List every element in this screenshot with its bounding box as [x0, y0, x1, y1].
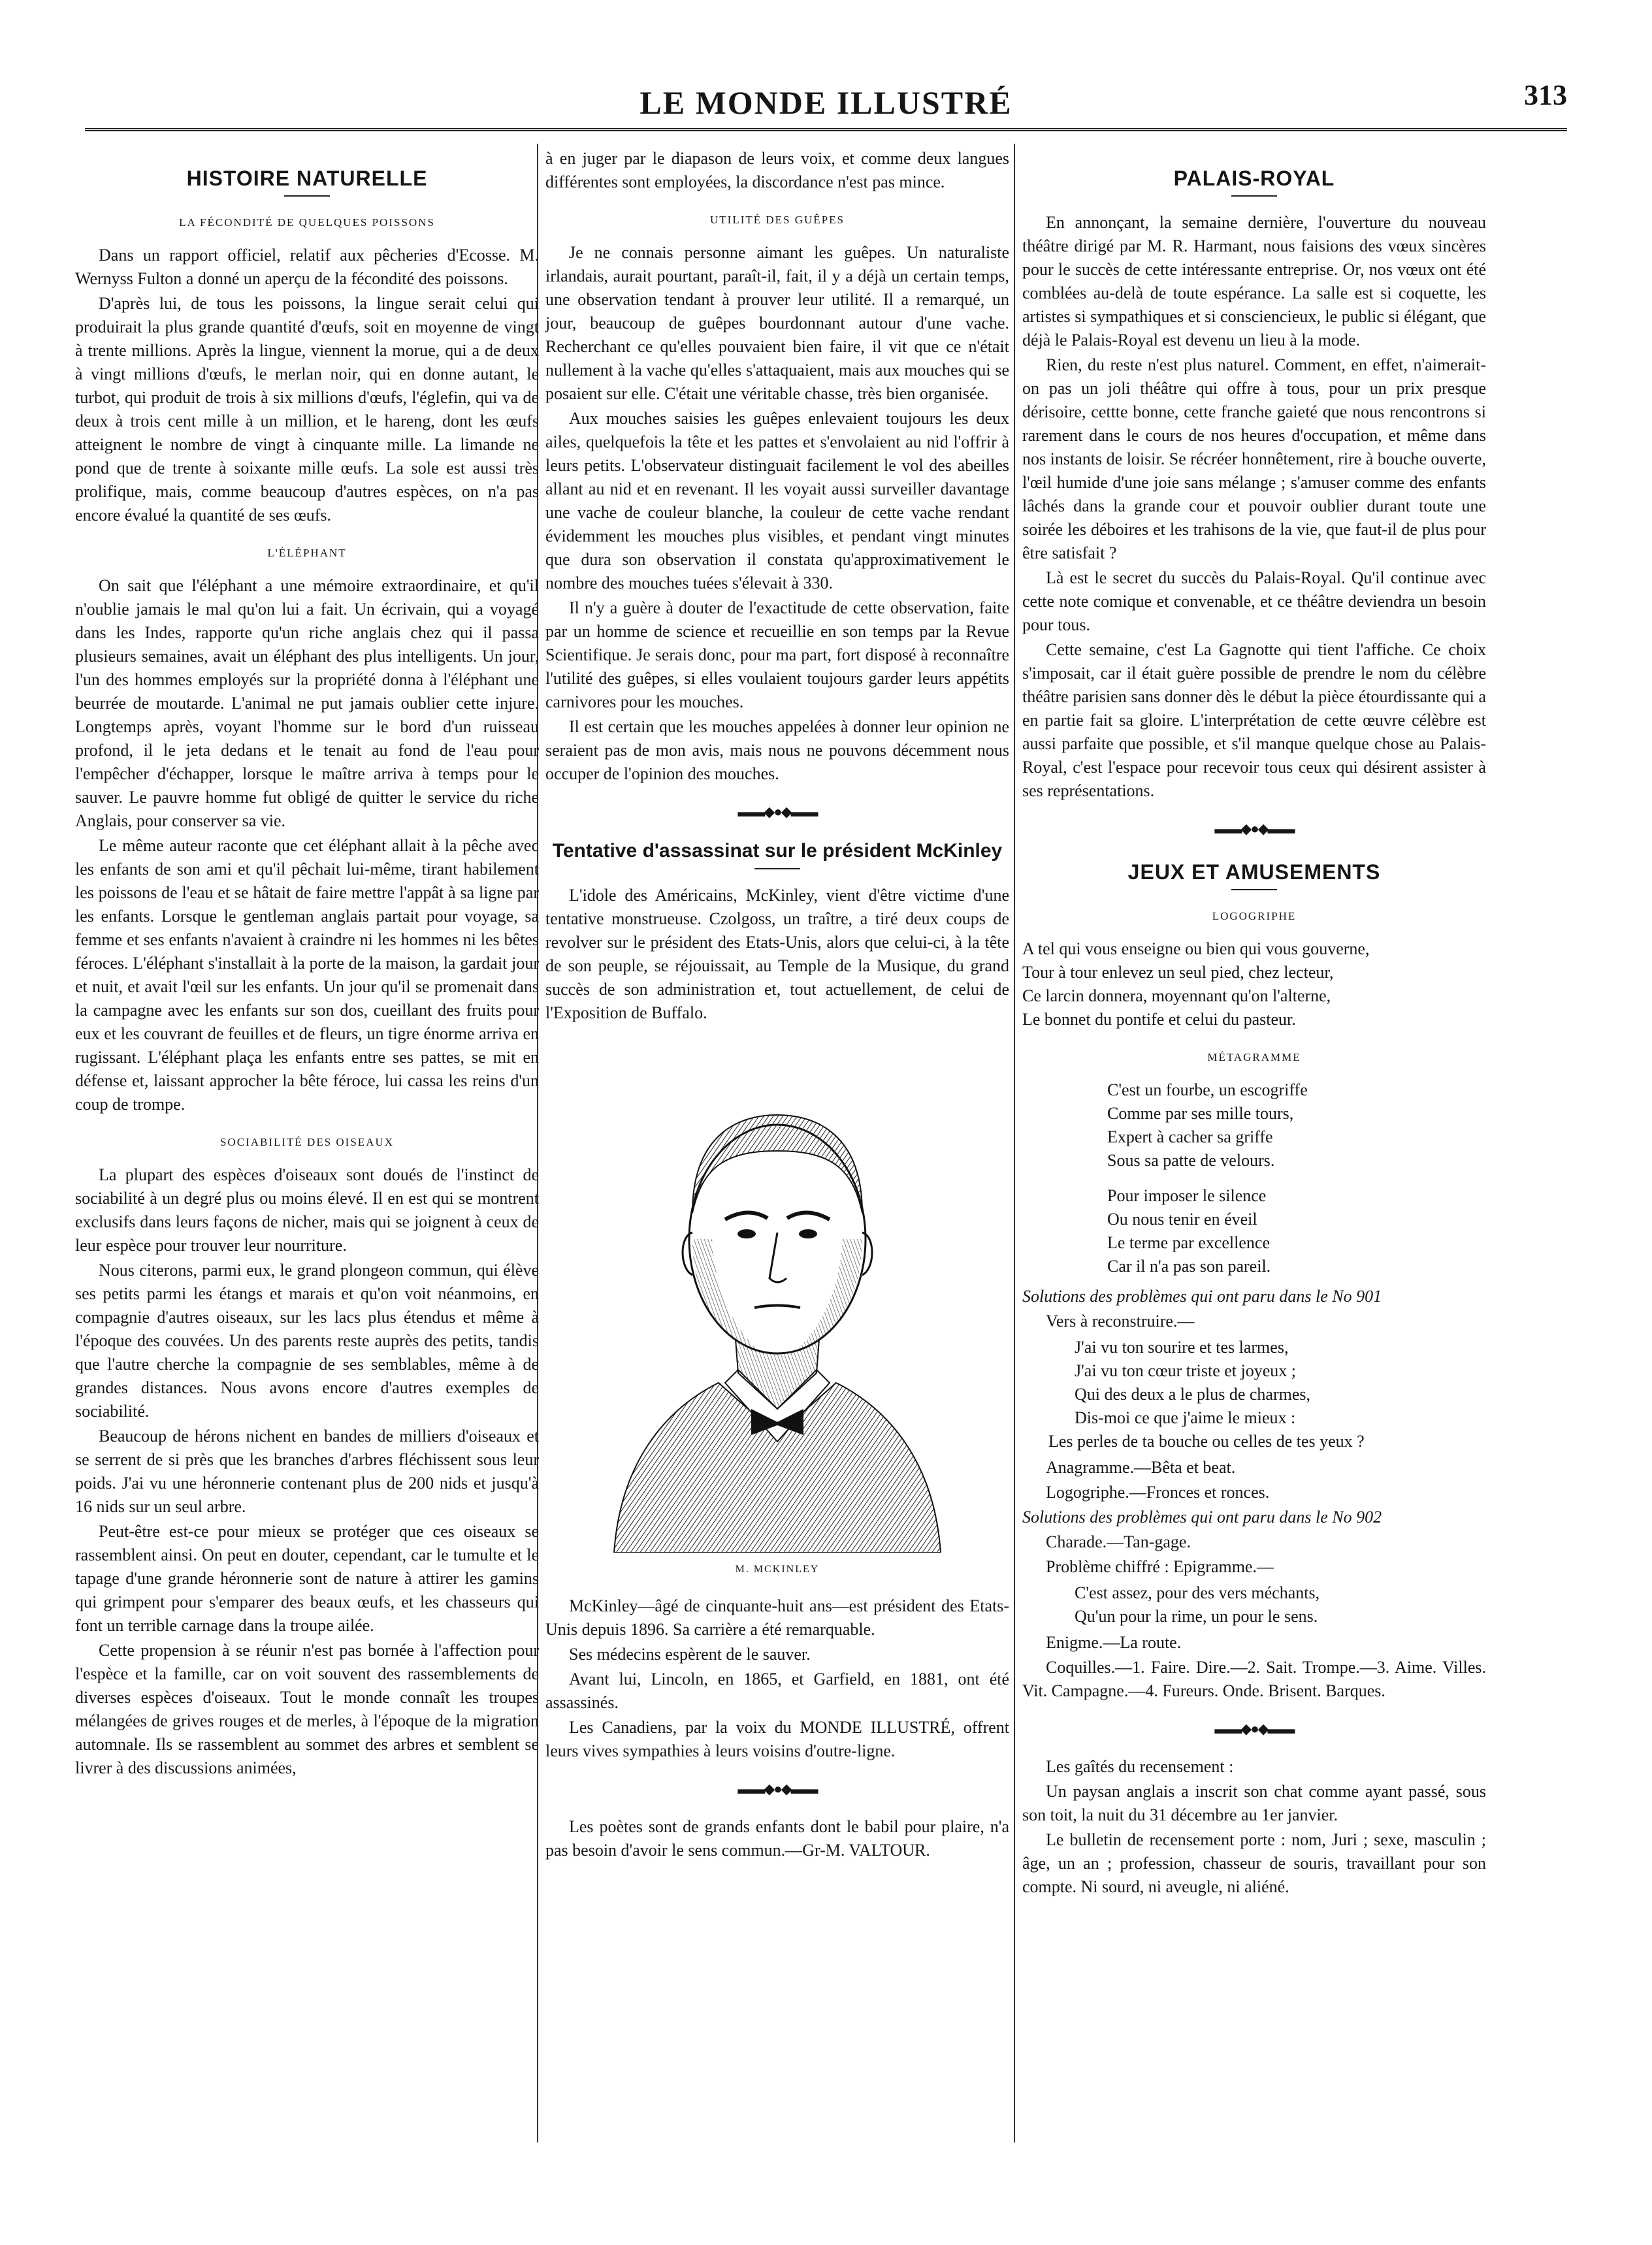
paragraph: Le bulletin de recensement porte : nom, Juri ; sexe, masculin ; âge, un an ; profession, chasseur de souris, travaillant pour son compte. Ni sourd, ni aveugle, ni aliéné. — [1022, 1830, 1486, 1896]
masthead-rule — [85, 128, 1567, 138]
logogriphe-verse — [1022, 937, 1486, 1031]
verse-line: C'est assez, pour des vers méchants, — [1075, 1583, 1320, 1602]
column-3 — [1022, 147, 1486, 1899]
paragraph: Enigme.—La route. — [1046, 1633, 1182, 1652]
verse-line: Dis-moi ce que j'aime le mieux : — [1075, 1408, 1296, 1427]
verse-line: Le terme par excellence — [1107, 1233, 1270, 1252]
verse-line: Ou nous tenir en éveil — [1107, 1210, 1257, 1229]
paragraph: Logogriphe.—Fronces et ronces. — [1046, 1483, 1270, 1502]
subheading: MÉTAGRAMME — [1207, 1051, 1301, 1063]
heading-rule — [754, 868, 800, 869]
paragraph: Rien, du reste n'est plus naturel. Comment, en effet, n'aimerait-on pas un joli théâtre qui offre à tous, pour un prix presque dérisoire, cettte bonne, cette franche gaieté que nous rencontrons si rarement dans le cours de nos heures d'occupation, et même dans nos instants de loisir. Se récréer honnêtement, rire à bouche ouverte, l'œil humide d'une joie sans mélange ; s'amuser comme des enfants lâchés dans la grande cour et pouvoir oublier durant toute une soirée les déboires et les trahisons de la vie, que faut-il de plus pour être satisfait ? — [1022, 355, 1486, 562]
paragraph: Peut-être est-ce pour mieux se protéger que ces oiseaux se rassemblent ainsi. On peut en douter, cependant, car le tumulte et le tapage d'une grande héronnerie sont de nature à attirer les gamins qui grimpent pour s'emparer des beaux œufs, et les chasseurs qui font un terrible carnage dans la troupe ailée. — [75, 1522, 539, 1635]
paragraph: Vers à reconstruire.— — [1046, 1312, 1195, 1331]
section-heading: PALAIS-ROYAL — [1173, 167, 1335, 190]
paragraph: à en juger par le diapason de leurs voix, et comme deux langues différentes sont employées, la discordance n'est pas mince. — [545, 149, 1009, 191]
paragraph: Anagramme.—Bêta et beat. — [1046, 1458, 1236, 1477]
mckinley-portrait — [594, 1043, 960, 1553]
section-heading: HISTOIRE NATURELLE — [186, 167, 428, 190]
paragraph: Les Canadiens, par la voix du MONDE ILLUSTRÉ, offrent leurs vives sympathies à leurs voisins d'outre-ligne. — [545, 1718, 1009, 1760]
paragraph: Je ne connais personne aimant les guêpes. Un naturaliste irlandais, aurait pourtant, paraît-il, fait, il y a déjà un certain temps, une observation tendant à prouver leur utilité. Il a remarqué, un jour, beaucoup de guêpes bourdonnant autour d'une vache. Recherchant ce qu'elles pouvaient bien faire, il vit que ce n'était nullement à la vache qu'elles s'attaquaient, mais aux mouches qui se posaient sur elle. C'était une véritable chasse, très bien organisée. — [545, 243, 1009, 403]
verse-line: J'ai vu ton sourire et tes larmes, — [1075, 1338, 1289, 1357]
paragraph: Beaucoup de hérons nichent en bandes de milliers d'oiseaux et se serrent de si près que les branches d'arbres fléchissent sous leur poids. J'ai vu une héronnerie contenant plus de 200 nids et jusqu'à 16 nids sur un seul arbre. — [75, 1427, 539, 1516]
column-2 — [545, 147, 1009, 1862]
paragraph: Cette semaine, c'est La Gagnotte qui tient l'affiche. Ce choix s'imposait, car il était guère possible de prendre le nom du célèbre théâtre parisien sans donner dès le début la pièce étourdissante qui a en partie fait sa gloire. L'interprétation de cette œuvre célèbre est aussi parfaite que possible, et s'il manque quelque chose au Palais-Royal, c'est l'espace pour recevoir tous ceux qui désirent assister à ses représentations. — [1022, 640, 1486, 800]
paragraph: Aux mouches saisies les guêpes enlevaient toujours les deux ailes, quelquefois la tête et les pattes et s'envolaient au nid l'offrir à leurs petits. L'observateur distinguait facilement le vol des abeilles allant au nid et en revenant. Il les voyait aussi surveiller davantage une vache de couleur blanche, la couleur de cette vache rendant évidemment les mouches plus visibles, et pendant vingt minutes que dura son observation il constata qu'approximativement le nombre des mouches tuées s'élevait à 330. — [545, 409, 1009, 592]
subheading: L'ÉLÉPHANT — [267, 547, 347, 559]
paragraph: Les gaîtés du recensement : — [1046, 1757, 1234, 1776]
masthead — [85, 78, 1567, 131]
section-heading: JEUX ET AMUSEMENTS — [1127, 860, 1381, 884]
paragraph: Ses médecins espèrent de le sauver. — [569, 1645, 811, 1664]
paragraph: Dans un rapport officiel, relatif aux pêcheries d'Ecosse. M. Wernyss Fulton a donné un aperçu de la fécondité des poissons. — [75, 246, 539, 288]
ornament-divider: ▬▬◆●◆▬▬ — [737, 1781, 817, 1797]
ornament-divider: ▬▬◆●◆▬▬ — [1214, 1720, 1294, 1737]
verse-line: Expert à cacher sa griffe — [1107, 1127, 1273, 1146]
verse-line: A tel qui vous enseigne ou bien qui vous gouverne, — [1022, 939, 1370, 958]
paragraph: Charade.—Tan-gage. — [1046, 1532, 1191, 1551]
verse-line: Ce larcin donnera, moyennant qu'on l'alterne, — [1022, 986, 1331, 1005]
paragraph: Les poètes sont de grands enfants dont le babil pour plaire, n'a pas besoin d'avoir le sens commun.—Gr-M. VALTOUR. — [545, 1817, 1009, 1860]
paragraph: La plupart des espèces d'oiseaux sont doués de l'instinct de sociabilité à un degré plus ou moins élevé. Il en est qui se montrent exclusifs dans leurs façons de nicher, mais qui se joignent à ceux de leur espèce pour trouver leur nourriture. — [75, 1165, 539, 1255]
paragraph: Un paysan anglais a inscrit son chat comme ayant passé, sous son toit, la nuit du 31 décembre au 1er janvier. — [1022, 1782, 1486, 1824]
verse-line: Sous sa patte de velours. — [1107, 1151, 1275, 1170]
ornament-divider: ▬▬◆●◆▬▬ — [737, 803, 817, 820]
paragraph: D'après lui, de tous les poissons, la lingue serait celui qui produirait la plus grande quantité d'œufs, soit en moyenne de vingt à trente millions. Après la lingue, viennent la morue, qui a de deux à vingt millions d'œufs, le merlan noir, qui en donne autant, le turbot, qui produit de trois à six millions d'œufs, l'églefin, qui va de deux à trois cent mille à un million, et le hareng, dont les œufs atteignent le nombre de vingt à cinquante mille. La limande ne pond que de trente à soixante mille œufs. La sole est aussi très prolifique, mais, comme beaucoup d'autres espèces, on n'a pas encore évalué la quantité de ses œufs. — [75, 294, 539, 525]
column-divider — [1014, 144, 1015, 2142]
verse-line: C'est un fourbe, un escogriffe — [1107, 1080, 1308, 1099]
paragraph: On sait que l'éléphant a une mémoire extraordinaire, et qu'il n'oublie jamais le mal qu'on lui a fait. Un écrivain, qui a voyagé dans les Indes, rapporte qu'un riche anglais chez qui il passa plusieurs semaines, avait un éléphant des plus intelligents. Un jour, l'un des hommes employés sur la propriété donna à l'éléphant une beurrée de moutarde. L'animal ne put jamais oublier cette injure. Longtemps après, voyant l'homme sur le bord d'un ruisseau profond, il le jeta dedans et le tenait au fond de l'eau pour l'empêcher d'échapper, lorsque le maître arriva à temps pour le sauver. Le pauvre homme fut obligé de quitter le service du riche Anglais, pour conserver sa vie. — [75, 576, 539, 830]
verse-line: Tour à tour enlevez un seul pied, chez lecteur, — [1022, 963, 1334, 982]
subheading: LA FÉCONDITÉ DE QUELQUES POISSONS — [179, 216, 435, 229]
paragraph: Avant lui, Lincoln, en 1865, et Garfield, en 1881, ont été assassinés. — [545, 1670, 1009, 1712]
article-heading: Tentative d'assassinat sur le président McKinley — [552, 840, 1003, 862]
paragraph: Problème chiffré : Epigramme.— — [1046, 1557, 1274, 1576]
heading-rule — [1231, 889, 1277, 890]
paragraph: McKinley—âgé de cinquante-huit ans—est président des Etats-Unis depuis 1896. Sa carrière a été remarquable. — [545, 1596, 1009, 1639]
verse-line: Les perles de ta bouche ou celles de tes yeux ? — [1048, 1432, 1365, 1451]
verse-line: Pour imposer le silence — [1107, 1186, 1267, 1205]
verse-line: Qu'un pour la rime, un pour le sens. — [1075, 1607, 1318, 1626]
paragraph: Le même auteur raconte que cet éléphant allait à la pêche avec les enfants de son ami et qu'il pêchait lui-même, tirant habilement les poissons de l'eau et se hâtait de faire mettre l'appât à sa ligne par les enfants. Lorsque le gentleman anglais partait pour voyage, sa femme et ses enfants n'avaient à craindre ni les hommes ni les bêtes féroces. L'éléphant s'installait à la porte de la maison, la gardait jour et nuit, et avait l'œil sur les enfants. Un jour qu'il se promenait dans la campagne avec les enfants sur son dos, cueillant des fruits pour eux et les couvrant de feuilles et de fleurs, un tigre énorme arriva en rugissant. L'éléphant plaça les enfants entre ses pattes, se mit en défense et, laissant approcher la bête féroce, lui cassa les reins d'un coup de trompe. — [75, 836, 539, 1114]
paragraph: Nous citerons, parmi eux, le grand plongeon commun, qui élève ses petits parmi les étangs et marais et qu'on voit néanmoins, en compagnie d'autres oiseaux, sur les lacs plus étendus et même à l'époque des couvées. Un des parents reste auprès des petits, tandis que l'autre cherche la compagnie de ses semblables, même à de grandes distances. Nous avons encore d'autres exemples de sociabilité. — [75, 1261, 539, 1421]
paragraph: En annonçant, la semaine dernière, l'ouverture du nouveau théâtre dirigé par M. R. Harmant, nous faisions des vœux sincères pour le succès de cette intéressante entreprise. Or, nos vœux ont été comblées au-delà de toute espérance. La salle est si coquette, les artistes si sympathiques et si consciencieux, le public si élégant, que déjà le Palais-Royal est devenu un lieu à la mode. — [1022, 213, 1486, 349]
subheading: LOGOGRIPHE — [1212, 910, 1297, 922]
verse-line: Qui des deux a le plus de charmes, — [1075, 1385, 1311, 1404]
solution-verse — [1022, 1581, 1486, 1628]
subheading: UTILITÉ DES GUÊPES — [710, 214, 845, 226]
subheading: SOCIABILITÉ DES OISEAUX — [219, 1136, 395, 1148]
solutions-heading: Solutions des problèmes qui ont paru dans le No 902 — [1022, 1508, 1382, 1526]
paragraph: Cette propension à se réunir n'est pas bornée à l'affection pour l'espèce et la famille, car on voit souvent des rassemblements de diverses espèces d'oiseaux. Tout le monde connaît les troupes mélangées de grives rouges et de merles, à l'époque de la migration automnale. Ils se rassemblent au sommet des arbres et semblent se livrer à des discussions animées, — [75, 1641, 539, 1777]
verse-line: J'ai vu ton cœur triste et joyeux ; — [1075, 1361, 1297, 1380]
newspaper-title: LE MONDE ILLUSTRÉ — [640, 84, 1012, 121]
ornament-divider: ▬▬◆●◆▬▬ — [1214, 820, 1294, 837]
metagramme-verse — [1022, 1184, 1486, 1278]
portrait-caption: M. MCKINLEY — [735, 1564, 820, 1575]
paragraph: Là est le secret du succès du Palais-Royal. Qu'il continue avec cette note comique et convenable, et ce théâtre deviendra un besoin pour tous. — [1022, 568, 1486, 634]
paragraph: L'idole des Américains, McKinley, vient d'être victime d'une tentative monstrueuse. Czolgoss, un traître, a tiré deux coups de revolver sur le président des Etats-Unis, alors que celui-ci, à la tête de son peuple, se réjouissait, au Temple de la Musique, du grand succès de son administration et, tout actuellement, de celui de l'Exposition de Buffalo. — [545, 886, 1009, 1022]
paragraph: Il est certain que les mouches appelées à donner leur opinion ne seraient pas de mon avis, mais nous ne pouvons décemment nous occuper de l'opinion des mouches. — [545, 717, 1009, 783]
metagramme-verse — [1022, 1078, 1486, 1172]
page-number: 313 — [1524, 79, 1567, 111]
heading-rule — [284, 195, 330, 197]
column-1 — [75, 147, 539, 1780]
solution-verse — [1022, 1336, 1486, 1453]
verse-line: Car il n'a pas son pareil. — [1107, 1257, 1271, 1276]
verse-line: Comme par ses mille tours, — [1107, 1104, 1294, 1123]
heading-rule — [1231, 195, 1277, 197]
paragraph: Coquilles.—1. Faire. Dire.—2. Sait. Trompe.—3. Aime. Villes. Vit. Campagne.—4. Fureurs. Onde. Brisent. Barques. — [1022, 1658, 1486, 1700]
verse-line: Le bonnet du pontife et celui du pasteur. — [1022, 1010, 1296, 1029]
solutions-heading: Solutions des problèmes qui ont paru dans le No 901 — [1022, 1287, 1382, 1306]
paragraph: Il n'y a guère à douter de l'exactitude de cette observation, faite par un homme de science et recueillie en son temps par la Revue Scientifique. Je serais donc, pour ma part, fort disposé à reconnaître l'utilité des guêpes, si elles voulaient toujours garder leurs appétits carnivores pour les mouches. — [545, 598, 1009, 711]
